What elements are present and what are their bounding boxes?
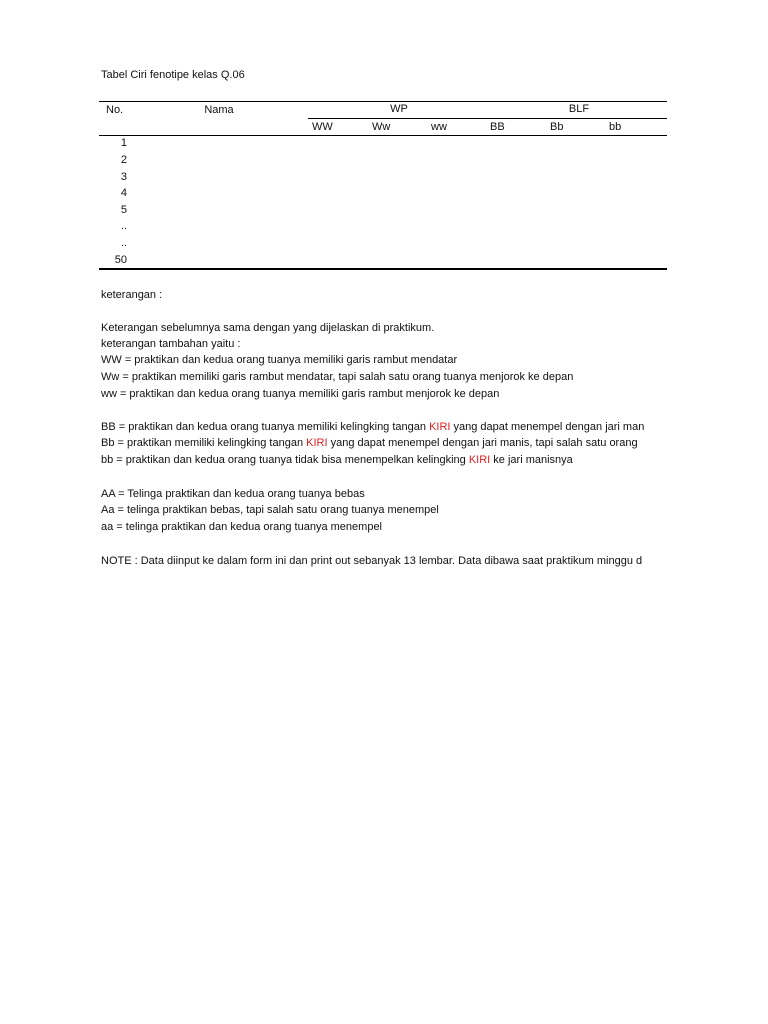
header-nama: Nama bbox=[204, 104, 234, 116]
definition-text: yang dapat menempel dengan jari manis, tapi salah satu orang bbox=[327, 437, 638, 449]
header-group-wp: WP bbox=[390, 103, 408, 115]
subheader-Ww: Ww bbox=[372, 121, 391, 133]
phenotype-table bbox=[99, 101, 667, 271]
definition-text: ke jari manisnya bbox=[490, 454, 573, 466]
definition-Aa: Aa = telinga praktikan bebas, tapi salah satu orang tuanya menempel bbox=[101, 504, 439, 516]
definition-BB bbox=[101, 421, 669, 433]
definition-text: BB = praktikan dan kedua orang tuanya memiliki kelingking tangan bbox=[101, 421, 430, 433]
row-number: .. bbox=[120, 220, 127, 232]
definition-ww: ww = praktikan dan kedua orang tuanya memiliki garis rambut menjorok ke depan bbox=[101, 388, 500, 400]
table-bottom-border bbox=[99, 268, 667, 270]
kiri-highlight: KIRI bbox=[429, 421, 451, 433]
definition-WW: WW = praktikan dan kedua orang tuanya memiliki garis rambut mendatar bbox=[101, 354, 458, 366]
row-number: 5 bbox=[120, 204, 127, 216]
header-no: No. bbox=[106, 104, 124, 116]
subheader-ww: ww bbox=[431, 121, 447, 133]
kiri-highlight: KIRI bbox=[468, 454, 491, 466]
definition-Ww: Ww = praktikan memiliki garis rambut mendatar, tapi salah satu orang tuanya menjorok ke depan bbox=[101, 371, 574, 383]
definition-bb bbox=[101, 454, 669, 466]
group-header-underline bbox=[308, 118, 667, 119]
row-number: 3 bbox=[120, 171, 127, 183]
definition-AA: AA = Telinga praktikan dan kedua orang tuanya bebas bbox=[101, 488, 365, 500]
note-instruction: NOTE : Data diinput ke dalam form ini dan print out sebanyak 13 lembar. Data dibawa saat praktikum minggu d bbox=[101, 555, 643, 567]
subheader-BB: BB bbox=[490, 121, 505, 133]
document-title: Tabel Ciri fenotipe kelas Q.06 bbox=[101, 69, 245, 81]
kiri-highlight: KIRI bbox=[306, 437, 328, 449]
definition-text: Bb = praktikan memiliki kelingking tangan bbox=[101, 437, 307, 449]
subheader-bb: bb bbox=[609, 121, 622, 133]
table-top-border bbox=[99, 101, 667, 102]
definition-aa: aa = telinga praktikan dan kedua orang tuanya menempel bbox=[101, 521, 382, 533]
subheader-Bb: Bb bbox=[550, 121, 564, 133]
definition-Bb bbox=[101, 437, 669, 449]
note-sebelumnya: Keterangan sebelumnya sama dengan yang dijelaskan di praktikum. bbox=[101, 322, 435, 334]
row-number: .. bbox=[120, 237, 127, 249]
note-tambahan: keterangan tambahan yaitu : bbox=[101, 338, 241, 350]
header-bottom-border bbox=[99, 135, 667, 136]
header-group-blf: BLF bbox=[568, 103, 590, 115]
row-number: 50 bbox=[114, 254, 127, 266]
subheader-WW: WW bbox=[312, 121, 333, 133]
keterangan-label: keterangan : bbox=[101, 289, 163, 301]
row-number: 4 bbox=[120, 187, 127, 199]
row-number: 2 bbox=[120, 154, 127, 166]
definition-text: bb = praktikan dan kedua orang tuanya tidak bisa menempelkan kelingking bbox=[101, 454, 469, 466]
definition-text: yang dapat menempel dengan jari man bbox=[450, 421, 645, 433]
row-number: 1 bbox=[120, 137, 127, 149]
